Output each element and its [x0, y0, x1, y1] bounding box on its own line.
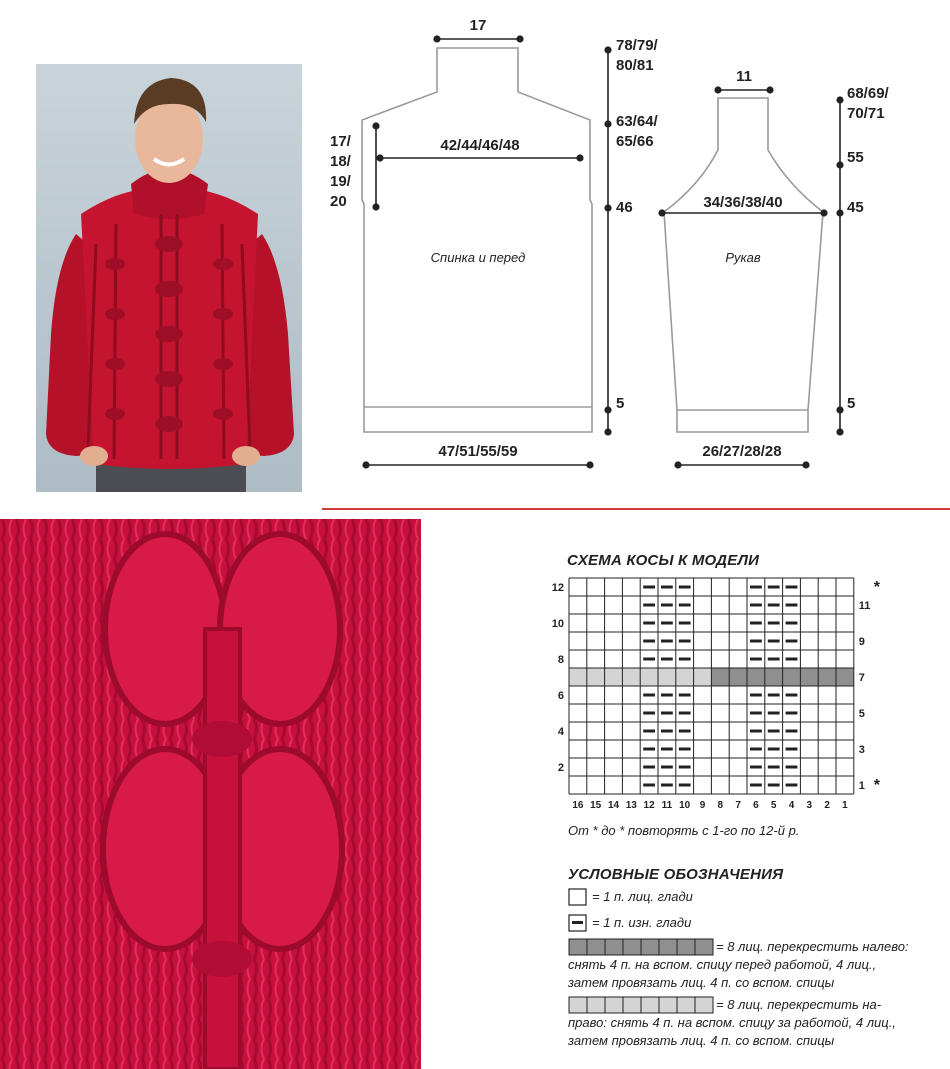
- left-hand: [80, 446, 108, 466]
- purl-mark: [786, 766, 798, 769]
- row-label-left: 10: [551, 618, 564, 630]
- body-rib-label: 5: [616, 395, 625, 412]
- purl-mark: [750, 766, 762, 769]
- purl-mark: [786, 586, 798, 589]
- repeat-star-top: *: [873, 579, 881, 596]
- row-label-left: 12: [551, 582, 564, 594]
- legend-cell: [695, 997, 713, 1013]
- col-label: 14: [607, 800, 620, 811]
- purl-mark: [768, 784, 780, 787]
- knit-symbol-icon: [568, 888, 588, 906]
- body-left-label-4: 20: [330, 193, 347, 210]
- repeat-star-bottom: *: [873, 777, 881, 794]
- legend-cell: [605, 939, 623, 955]
- row-label-right: 7: [858, 672, 865, 684]
- purl-mark: [768, 604, 780, 607]
- purl-mark: [643, 640, 655, 643]
- purl-mark: [643, 784, 655, 787]
- legend-cell: [677, 997, 695, 1013]
- purl-mark: [661, 748, 673, 751]
- legend-knit-text: = 1 п. лиц. глади: [592, 889, 693, 904]
- legend-cell: [569, 997, 587, 1013]
- legend-cell: [677, 939, 695, 955]
- legend-cross-left-line-1: = 8 лиц. перекрестить налево:: [716, 939, 909, 954]
- purl-mark: [750, 730, 762, 733]
- purl-mark: [768, 766, 780, 769]
- purl-mark: [750, 622, 762, 625]
- model-illustration: [36, 64, 302, 492]
- purl-symbol-icon: [568, 914, 588, 932]
- body-total-label-1: 78/79/: [616, 37, 658, 54]
- col-label: 3: [806, 800, 813, 811]
- knit-closeup-photo: [0, 519, 421, 1069]
- purl-mark: [643, 712, 655, 715]
- chart-title: СХЕМА КОСЫ К МОДЕЛИ: [567, 552, 760, 569]
- purl-mark: [661, 784, 673, 787]
- row-label-right: 1: [858, 780, 865, 792]
- purl-mark: [768, 730, 780, 733]
- legend-cell: [641, 997, 659, 1013]
- col-label: 5: [770, 800, 777, 811]
- purl-mark: [679, 622, 691, 625]
- purl-mark: [679, 694, 691, 697]
- col-label: 11: [661, 800, 673, 811]
- sleeve-rib-label: 5: [847, 395, 856, 412]
- legend-cell: [695, 939, 713, 955]
- purl-mark: [643, 694, 655, 697]
- purl-mark: [750, 604, 762, 607]
- purl-mark: [786, 604, 798, 607]
- purl-mark: [786, 730, 798, 733]
- knit-closeup-illustration: [0, 519, 421, 1069]
- purl-mark: [661, 712, 673, 715]
- purl-mark: [643, 586, 655, 589]
- sleeve-total-label-2: 70/71: [847, 105, 885, 122]
- legend-cell: [659, 997, 677, 1013]
- col-label: 4: [788, 800, 795, 811]
- legend-cross-right-line-2: право: снять 4 п. на вспом. спицу за работой, 4 лиц.,: [568, 1015, 896, 1030]
- purl-mark: [661, 658, 673, 661]
- row-label-left: 2: [557, 762, 564, 774]
- col-label: 7: [735, 800, 741, 811]
- cable-chart: [545, 540, 945, 850]
- cross-left-symbol-icon: [568, 938, 716, 956]
- section-divider: [322, 508, 950, 510]
- purl-mark: [750, 586, 762, 589]
- legend-title: УСЛОВНЫЕ ОБОЗНАЧЕНИЯ: [568, 866, 784, 883]
- purl-mark: [661, 694, 673, 697]
- purl-mark: [768, 658, 780, 661]
- legend-cell: [605, 997, 623, 1013]
- sleeve-piece-label: Рукав: [725, 250, 761, 265]
- sleeve-cuff-label: 26/27/28/28: [702, 443, 782, 460]
- body-piece-label: Спинка и перед: [430, 250, 526, 265]
- legend-cell: [659, 939, 677, 955]
- row-label-right: 5: [858, 708, 865, 720]
- purl-mark: [679, 658, 691, 661]
- repeat-note: От * до * повторять с 1-го по 12-й р.: [568, 823, 800, 838]
- body-hem-label: 47/51/55/59: [438, 443, 518, 460]
- body-outline: [362, 48, 592, 432]
- col-label: 9: [699, 800, 706, 811]
- purl-mark: [679, 766, 691, 769]
- purl-mark: [750, 712, 762, 715]
- purl-mark: [679, 640, 691, 643]
- row-label-right: 9: [858, 636, 865, 648]
- col-label: 12: [643, 800, 655, 811]
- garment-schematics: [320, 0, 950, 500]
- col-label: 6: [753, 800, 759, 811]
- col-label: 8: [717, 800, 724, 811]
- legend-cell: [641, 939, 659, 955]
- legend-cell: [587, 939, 605, 955]
- purl-mark: [786, 784, 798, 787]
- purl-mark: [768, 622, 780, 625]
- purl-mark: [768, 748, 780, 751]
- body-total-label-2: 80/81: [616, 57, 654, 74]
- schematic-svg: [320, 0, 950, 500]
- legend-cross-left-line-2: снять 4 п. на вспом. спицу перед работой, 4 лиц.,: [568, 957, 877, 972]
- purl-mark: [661, 586, 673, 589]
- purl-mark: [750, 658, 762, 661]
- row-label-left: 8: [557, 654, 564, 666]
- purl-mark: [643, 658, 655, 661]
- purl-mark: [786, 658, 798, 661]
- sleeve-upper-label: 34/36/38/40: [703, 194, 783, 211]
- purl-mark: [786, 712, 798, 715]
- purl-mark: [643, 730, 655, 733]
- purl-mark: [786, 694, 798, 697]
- purl-mark: [643, 766, 655, 769]
- col-label: 16: [572, 800, 584, 811]
- purl-mark: [768, 640, 780, 643]
- purl-mark: [750, 748, 762, 751]
- body-armhole-label: 46: [616, 199, 633, 216]
- body-shoulder-label-2: 65/66: [616, 133, 654, 150]
- body-left-label-1: 17/: [330, 133, 351, 150]
- purl-mark: [643, 604, 655, 607]
- sleeve-top-label: 11: [736, 68, 752, 85]
- col-label: 1: [842, 800, 848, 811]
- legend: [566, 862, 950, 1062]
- legend-cell: [569, 939, 587, 955]
- purl-mark: [750, 694, 762, 697]
- purl-mark: [786, 640, 798, 643]
- body-left-label-3: 19/: [330, 173, 351, 190]
- body-shoulder-label-1: 63/64/: [616, 113, 658, 130]
- row-label-right: 3: [858, 744, 865, 756]
- legend-cell: [623, 997, 641, 1013]
- purl-mark: [679, 712, 691, 715]
- legend-cell: [587, 997, 605, 1013]
- purl-mark: [643, 748, 655, 751]
- purl-mark: [679, 730, 691, 733]
- row-label-right: 11: [858, 600, 871, 612]
- legend-cross-right-line-3: затем провязать лиц. 4 п. со вспом. спицы: [568, 1033, 835, 1048]
- legend-cell: [623, 939, 641, 955]
- sleeve-mid-label: 55: [847, 149, 864, 166]
- purl-mark: [661, 766, 673, 769]
- purl-mark: [679, 586, 691, 589]
- legend-cross-right-line-1: = 8 лиц. перекрестить на-: [716, 997, 882, 1012]
- purl-mark: [768, 694, 780, 697]
- purl-mark: [661, 640, 673, 643]
- purl-mark: [786, 622, 798, 625]
- col-label: 13: [625, 800, 637, 811]
- purl-mark: [786, 748, 798, 751]
- col-label: 15: [590, 800, 602, 811]
- row-label-left: 4: [557, 726, 564, 738]
- cross-right-symbol-icon: [568, 996, 716, 1014]
- sleeve-total-label-1: 68/69/: [847, 85, 889, 102]
- chart-grid-svg: [545, 540, 945, 850]
- body-neck-label: 17: [469, 17, 487, 34]
- purl-mark: [661, 730, 673, 733]
- purl-mark: [643, 622, 655, 625]
- col-label: 10: [679, 800, 691, 811]
- body-left-label-2: 18/: [330, 153, 351, 170]
- right-hand: [232, 446, 260, 466]
- purl-mark: [661, 622, 673, 625]
- col-label: 2: [824, 800, 830, 811]
- purl-mark: [679, 748, 691, 751]
- model-photo: [36, 64, 302, 492]
- purl-mark: [768, 712, 780, 715]
- body-chest-label: 42/44/46/48: [440, 137, 520, 154]
- sleeve-outline: [664, 98, 823, 432]
- purl-mark: [679, 784, 691, 787]
- purl-mark: [768, 586, 780, 589]
- purl-mark: [750, 784, 762, 787]
- purl-mark: [661, 604, 673, 607]
- legend-cross-left-line-3: затем провязать лиц. 4 п. со вспом. спицы: [568, 975, 835, 990]
- sleeve-cap-label: 45: [847, 199, 864, 216]
- purl-mark: [679, 604, 691, 607]
- legend-purl-text: = 1 п. изн. глади: [592, 915, 692, 930]
- purl-mark: [750, 640, 762, 643]
- row-label-left: 6: [557, 690, 564, 702]
